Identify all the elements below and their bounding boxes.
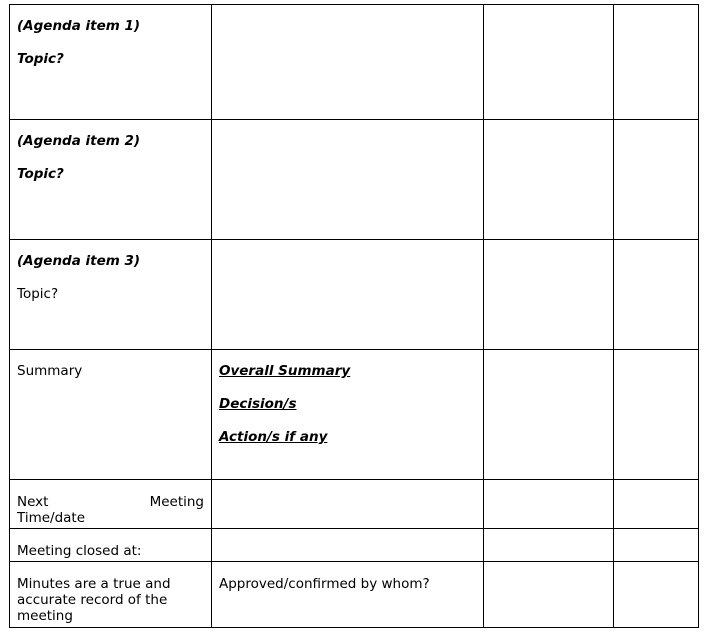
summary-last-cell[interactable]: [614, 350, 699, 480]
approval-extra-cell[interactable]: [484, 562, 614, 628]
agenda-row-3: [10, 240, 699, 350]
next-meeting-label-cell[interactable]: [10, 480, 212, 529]
next-meeting-extra-cell[interactable]: [484, 480, 614, 529]
minutes-statement-line-2: accurate record of the: [17, 592, 168, 608]
agenda-item-2-notes-cell[interactable]: [212, 120, 484, 240]
meeting-closed-label-cell[interactable]: [10, 529, 212, 562]
minutes-statement-line-1: Minutes are a true and: [17, 576, 171, 592]
agenda-item-3-last-cell[interactable]: [614, 240, 699, 350]
meeting-closed-value-cell[interactable]: [212, 529, 484, 562]
agenda-item-1-topic: Topic?: [17, 51, 64, 67]
agenda-item-3-label: (Agenda item 3): [17, 253, 141, 269]
next-meeting-word-meeting: Meeting: [149, 494, 204, 510]
summary-label: Summary: [17, 363, 83, 379]
agenda-item-3-extra-cell[interactable]: [484, 240, 614, 350]
overall-summary-heading: Overall Summary: [219, 363, 351, 379]
summary-extra-cell[interactable]: [484, 350, 614, 480]
summary-content-cell[interactable]: [212, 350, 484, 480]
summary-row: [10, 350, 699, 480]
approved-by-label: Approved/confirmed by whom?: [219, 576, 430, 592]
meeting-closed-extra-cell[interactable]: [484, 529, 614, 562]
minutes-table: [9, 4, 699, 628]
actions-heading: Action/s if any: [219, 429, 328, 445]
next-meeting-last-cell[interactable]: [614, 480, 699, 529]
agenda-item-3-notes-cell[interactable]: [212, 240, 484, 350]
agenda-item-1-last-cell[interactable]: [614, 5, 699, 120]
minutes-approval-row: [10, 562, 699, 628]
agenda-item-2-cell[interactable]: [10, 120, 212, 240]
approved-by-cell[interactable]: [212, 562, 484, 628]
agenda-item-1-label: (Agenda item 1): [17, 18, 141, 34]
meeting-closed-last-cell[interactable]: [614, 529, 699, 562]
next-meeting-row: [10, 480, 699, 529]
next-meeting-line-1: [17, 494, 204, 510]
agenda-row-1: [10, 5, 699, 120]
agenda-row-2: [10, 120, 699, 240]
meeting-closed-label: Meeting closed at:: [17, 543, 142, 559]
agenda-item-1-notes-cell[interactable]: [212, 5, 484, 120]
decisions-heading: Decision/s: [219, 396, 297, 412]
agenda-item-1-extra-cell[interactable]: [484, 5, 614, 120]
agenda-item-2-last-cell[interactable]: [614, 120, 699, 240]
agenda-item-2-extra-cell[interactable]: [484, 120, 614, 240]
agenda-item-2-topic: Topic?: [17, 166, 64, 182]
next-meeting-word-next: Next: [17, 494, 49, 510]
minutes-statement-cell[interactable]: [10, 562, 212, 628]
agenda-item-3-cell[interactable]: [10, 240, 212, 350]
next-meeting-value-cell[interactable]: [212, 480, 484, 529]
approval-last-cell[interactable]: [614, 562, 699, 628]
agenda-item-1-cell[interactable]: [10, 5, 212, 120]
summary-label-cell[interactable]: [10, 350, 212, 480]
meeting-closed-row: [10, 529, 699, 562]
agenda-item-3-topic: Topic?: [17, 286, 59, 302]
minutes-statement-line-3: meeting: [17, 608, 73, 624]
next-meeting-time-date: Time/date: [17, 510, 86, 526]
agenda-item-2-label: (Agenda item 2): [17, 133, 141, 149]
